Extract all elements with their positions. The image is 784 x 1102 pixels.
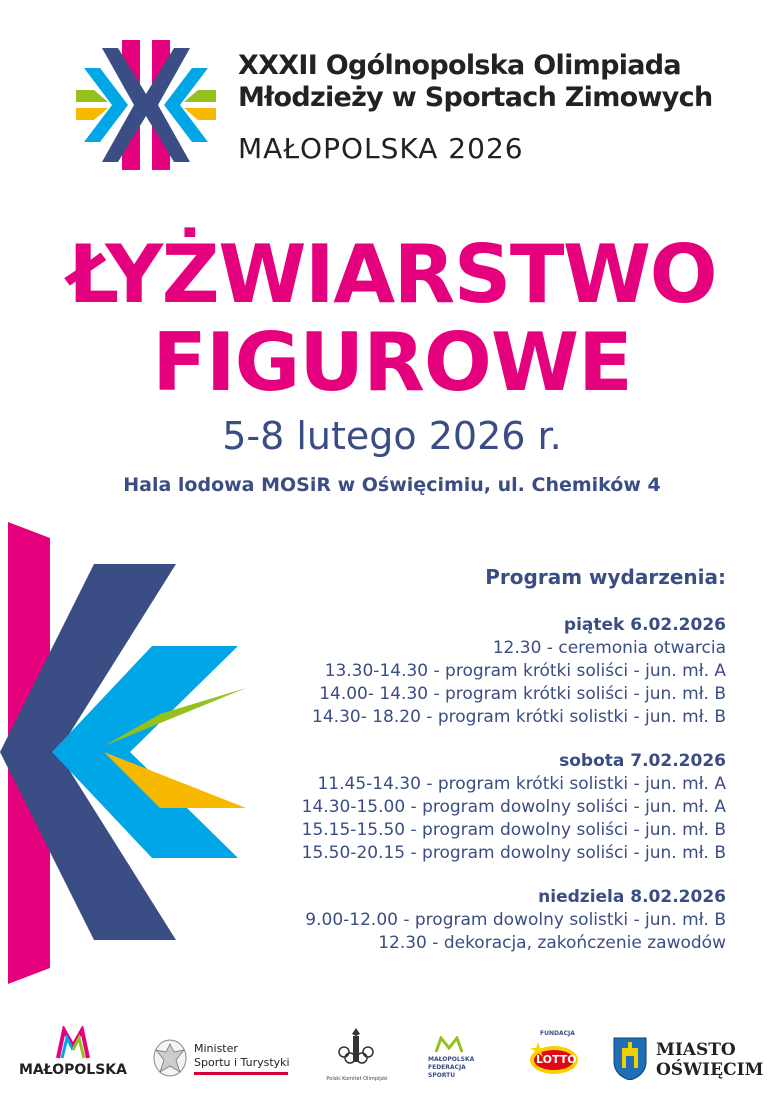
program-item: 14.30-15.00 - program dowolny soliści - jun. mł. A xyxy=(301,797,726,817)
lotto-label: LOTTO xyxy=(536,1053,577,1066)
discipline-title-line1: ŁYŻWIARSTWO xyxy=(67,228,717,321)
event-dates: 5-8 lutego 2026 r. xyxy=(222,414,562,458)
mfs-label-line3: SPORTU xyxy=(428,1072,456,1079)
eagle-emblem-icon xyxy=(152,1038,188,1078)
event-program xyxy=(206,565,726,975)
malopolska-logo xyxy=(18,1026,128,1082)
event-region: MAŁOPOLSKA 2026 xyxy=(238,132,524,165)
minister-flag-bar xyxy=(194,1072,288,1075)
day-label: piątek 6.02.2026 xyxy=(563,615,726,635)
miasto-label-line1: MIASTO xyxy=(656,1040,736,1060)
discipline-title-line2: FIGUROWE xyxy=(152,316,632,409)
program-day xyxy=(206,749,726,865)
program-day xyxy=(206,613,726,729)
malopolska-federacja-sportu-logo xyxy=(424,1036,494,1084)
program-item: 15.50-20.15 - program dowolny soliści - jun. mł. B xyxy=(301,843,726,863)
mfs-m-icon xyxy=(434,1036,464,1054)
program-item: 14.00- 14.30 - program krótki soliści - jun. mł. B xyxy=(319,684,726,704)
program-item: 15.15-15.50 - program dowolny soliści - jun. mł. B xyxy=(301,820,726,840)
minister-label-line2: Sportu i Turystyki xyxy=(194,1056,290,1069)
olympic-committee-icon xyxy=(334,1026,378,1070)
program-heading: Program wydarzenia: xyxy=(485,565,726,589)
day-label: niedziela 8.02.2026 xyxy=(538,887,726,907)
pko-label: Polski Komitet Olimpijski xyxy=(326,1076,388,1082)
program-item: 9.00-12.00 - program dowolny solistki - jun. mł. B xyxy=(305,910,726,930)
mfs-label-line2: FEDERACJA xyxy=(428,1064,466,1071)
program-item: 12.30 - dekoracja, zakończenie zawodów xyxy=(378,933,726,953)
day-label: sobota 7.02.2026 xyxy=(559,751,726,771)
program-day xyxy=(206,885,726,955)
program-item: 13.30-14.30 - program krótki soliści - jun. mł. A xyxy=(324,661,726,681)
program-item: 14.30- 18.20 - program krótki solistki - jun. mł. B xyxy=(312,707,726,727)
minister-logo xyxy=(152,1036,292,1082)
olympiad-logo-icon xyxy=(76,38,216,172)
event-title-line1: XXXII Ogólnopolska Olimpiada xyxy=(238,50,681,81)
event-venue: Hala lodowa MOSiR w Oświęcimiu, ul. Chemików 4 xyxy=(123,474,661,496)
malopolska-label: MAŁOPOLSKA xyxy=(18,1062,127,1078)
miasto-label-line2: OŚWIĘCIM xyxy=(656,1060,764,1080)
lotto-foundation-label: FUNDACJA xyxy=(540,1030,575,1037)
minister-label-line1: Minister xyxy=(194,1042,238,1055)
miasto-oswiecim-logo xyxy=(612,1036,772,1084)
pko-logo xyxy=(322,1026,392,1088)
malopolska-m-icon xyxy=(56,1026,90,1060)
program-item: 12.30 - ceremonia otwarcia xyxy=(492,638,726,658)
program-item: 11.45-14.30 - program krótki solistki - jun. mł. A xyxy=(317,774,726,794)
fundacja-lotto-logo xyxy=(520,1030,586,1080)
oswiecim-coat-of-arms-icon xyxy=(612,1036,648,1080)
event-title-line2: Młodzieży w Sportach Zimowych xyxy=(238,82,713,113)
mfs-label-line1: MAŁOPOLSKA xyxy=(428,1056,475,1063)
event-title xyxy=(238,50,758,114)
